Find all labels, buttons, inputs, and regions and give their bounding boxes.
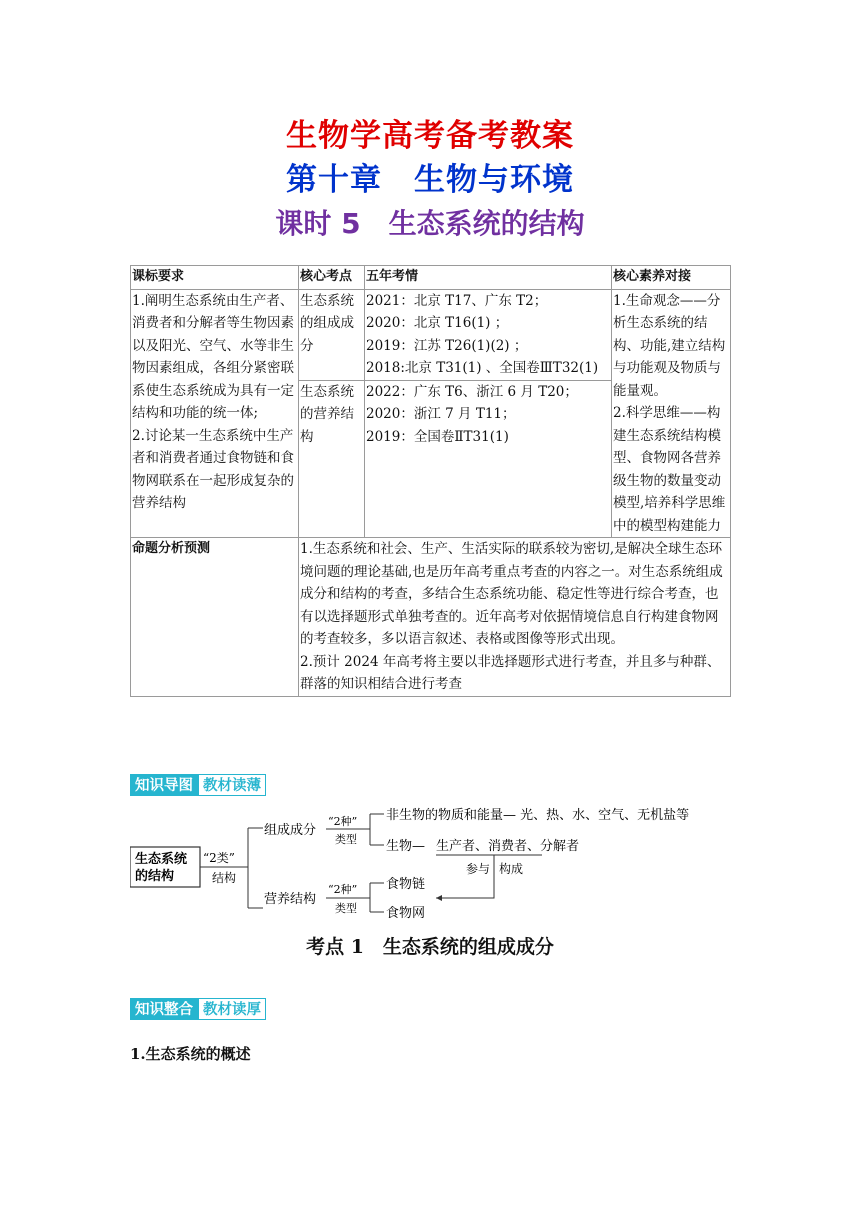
- exam-line: 2020：北京 T16(1) ；: [366, 315, 509, 331]
- mindmap-constitute: 构成: [499, 862, 524, 876]
- mindmap-biotic-items: 生产者、消费者、分解者: [436, 839, 580, 854]
- mindmap-food-web: 食物网: [386, 906, 426, 921]
- analysis-label: 命题分析预测: [131, 538, 299, 697]
- mindmap-biotic-label: 生物—: [386, 839, 426, 854]
- mindmap-kinds: 类型: [335, 833, 357, 846]
- subheading: 1.生态系统的概述: [130, 1045, 251, 1063]
- bracket: [370, 883, 384, 912]
- chapter-title: 第十章 生物与环境: [286, 162, 574, 198]
- exam-line: 2019：江苏 T26(1)(2) ；: [366, 337, 528, 354]
- header-cell: 五年考情: [365, 266, 612, 290]
- bracket: [248, 828, 263, 908]
- literacy-cell: [612, 289, 731, 538]
- arrow-line: [436, 880, 494, 898]
- requirement-item: 2.讨论某一生态系统中生产者和消费者通过食物链和食物网联系在一起形成复杂的营养结构: [132, 427, 294, 511]
- header-cell: 核心考点: [299, 266, 365, 290]
- doc-title: 生物学高考备考教案: [286, 118, 574, 154]
- mindmap-participate: 参与: [466, 862, 491, 876]
- knowledge-integration-banner: [130, 998, 266, 1020]
- table-header-row: [131, 266, 731, 290]
- header-cell: 核心素养对接: [612, 266, 731, 290]
- overview-table: [130, 265, 731, 697]
- mindmap-structure: 结构: [212, 871, 237, 885]
- arrow-head: [436, 895, 442, 901]
- literacy-item: 2.科学思维——构建生态系统结构模型、食物网各营养级生物的数量变动模型,培养科学思维中的模型构建能力: [613, 405, 726, 534]
- exam-line: 2019：全国卷ⅡT31(1): [366, 428, 509, 445]
- exam-cell: [365, 289, 612, 380]
- topic-cell: 生态系统的组成成分: [299, 289, 365, 380]
- analysis-cell: [299, 538, 731, 697]
- mindmap-composition: 组成成分: [264, 823, 317, 838]
- banner-sublabel: 教材读薄: [198, 774, 266, 796]
- banner-label: 知识整合: [130, 998, 198, 1020]
- requirements-cell: [131, 289, 299, 538]
- banner-label: 知识导图: [130, 774, 198, 796]
- exam-line: 2020：浙江 7 月 T11；: [366, 406, 516, 422]
- mindmap-two-types: “2类”: [203, 851, 235, 865]
- mindmap-root-line2: 的结构: [135, 869, 175, 884]
- exam-cell: [365, 380, 612, 538]
- bracket: [370, 814, 384, 845]
- lesson-title: 课时 5 生态系统的结构: [275, 207, 585, 240]
- mindmap-two-kinds: “2种”: [328, 815, 358, 828]
- mindmap-food-chain: 食物链: [386, 877, 426, 892]
- mind-map: [130, 800, 740, 925]
- mindmap-two-kinds: “2种”: [328, 883, 358, 896]
- analysis-item: 2.预计 2024 年高考将主要以非选择题形式进行考查，并且多与种群、群落的知识相结合进行考查: [300, 653, 721, 692]
- table-row: [131, 289, 731, 380]
- banner-sublabel: 教材读厚: [198, 998, 266, 1020]
- exam-line: 2021：北京 T17、广东 T2；: [366, 292, 548, 309]
- section-title: 考点 1 生态系统的组成成分: [306, 936, 554, 958]
- requirement-item: 1.阐明生态系统由生产者、消费者和分解者等生物因素以及阳光、空气、水等非生物因素组成，各组分紧密联系使生态系统成为具有一定结构和功能的统一体;: [132, 292, 294, 421]
- mindmap-root-line1: 生态系统: [135, 852, 188, 867]
- literacy-item: 1.生命观念——分析生态系统的结构、功能,建立结构与功能观及物质与能量观。: [613, 292, 726, 399]
- header-cell: 课标要求: [131, 266, 299, 290]
- exam-line: 2022：广东 T6、浙江 6 月 T20；: [366, 383, 578, 400]
- mindmap-kinds: 类型: [335, 902, 357, 915]
- knowledge-map-banner: [130, 774, 266, 796]
- topic-cell: 生态系统的营养结构: [299, 380, 365, 538]
- exam-line: 2018:北京 T31(1) 、全国卷ⅢT32(1): [366, 360, 599, 376]
- analysis-item: 1.生态系统和社会、生产、生活实际的联系较为密切,是解决全球生态环境问题的理论基础,也是历年高考重点考查的内容之一。对生态系统组成成分和结构的考查，多结合生态系统功能、稳定性等进行综合考查，也有以选择题形式单独考查的。近年高考对依据情境信息自行构建食物网的考查较多，多以语言叙述、表格或图像等形式出现。: [300, 541, 723, 647]
- table-row: [131, 538, 731, 697]
- mindmap-abiotic: 非生物的物质和能量— 光、热、水、空气、无机盐等: [386, 808, 690, 823]
- mindmap-trophic: 营养结构: [264, 892, 317, 907]
